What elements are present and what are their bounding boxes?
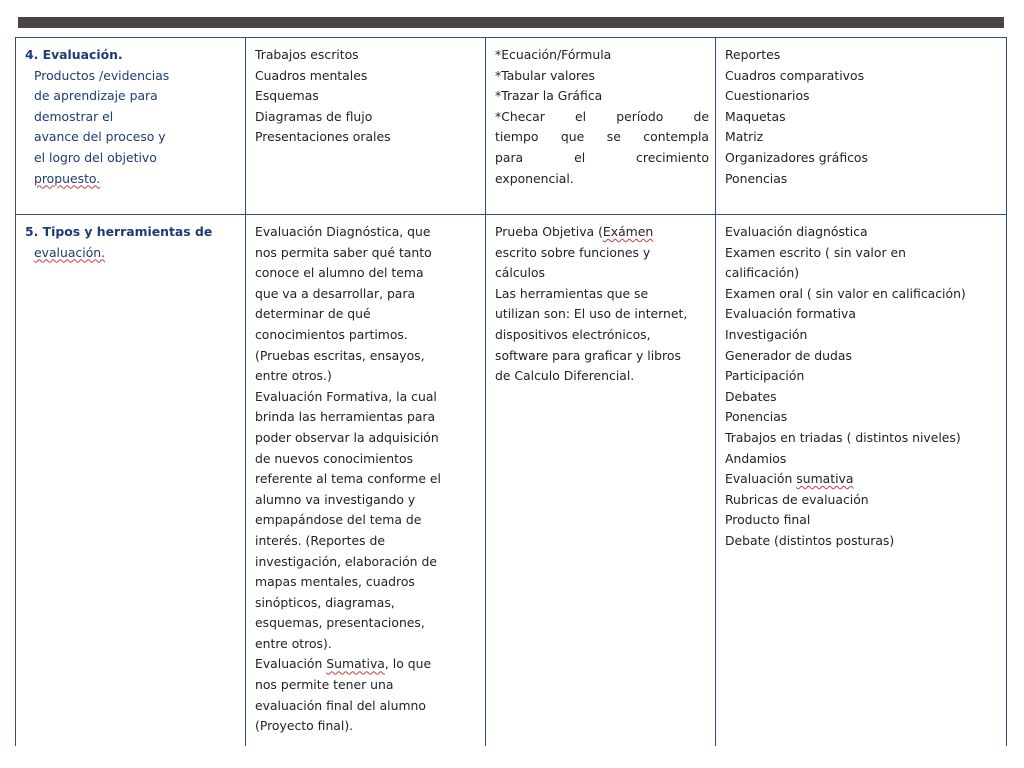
paragraph-line: exponencial. xyxy=(495,170,574,186)
list-item: Producto final xyxy=(725,512,811,528)
section-title-continuation: evaluación. xyxy=(34,244,106,260)
list-item: Evaluación formativa xyxy=(725,306,856,322)
cell-tipos-instruments xyxy=(716,215,1007,747)
text-run: Prueba Objetiva ( xyxy=(495,224,603,239)
list-item: Diagramas de flujo xyxy=(255,108,373,124)
cell-evaluacion-title xyxy=(16,38,246,215)
paragraph-line: nos permita saber qué tanto xyxy=(255,244,432,260)
paragraph-line: esquemas, presentaciones, xyxy=(255,615,425,631)
section-subtitle-line: avance del proceso y xyxy=(34,129,166,145)
cell-tipos-tools xyxy=(486,215,716,747)
paragraph-line: que va a desarrollar, para xyxy=(255,285,416,301)
list-item: Ponencias xyxy=(725,170,788,186)
cell-tipos-title xyxy=(16,215,246,747)
list-item: Debate (distintos posturas) xyxy=(725,532,895,548)
paragraph-line: Las herramientas que se xyxy=(495,285,649,301)
list-item: *Trazar la Gráfica xyxy=(495,88,603,104)
list-item: Trabajos escritos xyxy=(255,47,359,62)
paragraph-line: (Pruebas escritas, ensayos, xyxy=(255,347,425,363)
paragraph-line: (Proyecto final). xyxy=(255,718,354,734)
list-item: Generador de dudas xyxy=(725,347,852,363)
paragraph-line xyxy=(495,222,709,243)
list-item: Organizadores gráficos xyxy=(725,149,868,165)
text-run-misspelled: Exámen xyxy=(602,224,654,239)
list-item: Andamios xyxy=(725,450,787,466)
list-item: Participación xyxy=(725,368,805,384)
paragraph-line: entre otros). xyxy=(255,635,332,651)
section-subtitle-last: propuesto. xyxy=(34,170,101,186)
paragraph-line: investigación, elaboración de xyxy=(255,553,437,569)
list-item: Matriz xyxy=(725,129,764,145)
list-item: Investigación xyxy=(725,326,808,342)
table-row-evaluacion xyxy=(16,38,1007,215)
list-item: Cuadros mentales xyxy=(255,67,368,83)
paragraph-line: conoce el alumno del tema xyxy=(255,265,424,281)
paragraph-line: sinópticos, diagramas, xyxy=(255,594,395,610)
paragraph-line: determinar de qué xyxy=(255,306,371,322)
text-run: , lo que xyxy=(384,656,432,672)
paragraph-line: Evaluación Diagnóstica, que xyxy=(255,224,431,239)
list-item: Evaluación diagnóstica xyxy=(725,224,868,239)
list-item: *Ecuación/Fórmula xyxy=(495,47,612,62)
paragraph-line: software para graficar y libros xyxy=(495,347,681,363)
cell-evaluacion-products xyxy=(246,38,486,215)
section-subtitle-line: Productos /evidencias xyxy=(34,67,170,83)
paragraph-line: interés. (Reportes de xyxy=(255,532,385,548)
paragraph-line: conocimientos partimos. xyxy=(255,326,408,342)
list-item: calificación) xyxy=(725,265,800,281)
paragraph-line: poder observar la adquisición xyxy=(255,429,439,445)
list-item: Cuadros comparativos xyxy=(725,67,865,83)
paragraph-line: referente al tema conforme el xyxy=(255,471,441,487)
list-item: Maquetas xyxy=(725,108,786,124)
paragraph-line: alumno va investigando y xyxy=(255,491,416,507)
paragraph-line: Evaluación Formativa, la cual xyxy=(255,388,437,404)
cell-evaluacion-evidences xyxy=(716,38,1007,215)
paragraph-line: utilizan son: El uso de internet, xyxy=(495,306,688,322)
section-title-evaluacion: 4. Evaluación. xyxy=(25,47,123,62)
section-subtitle-line: demostrar el xyxy=(34,108,114,124)
list-item: *Tabular valores xyxy=(495,67,595,83)
paragraph-line: de nuevos conocimientos xyxy=(255,450,414,466)
list-item: Rubricas de evaluación xyxy=(725,491,869,507)
list-item: Trabajos en triadas ( distintos niveles) xyxy=(725,429,961,445)
paragraph-line: dispositivos electrónicos, xyxy=(495,326,651,342)
paragraph-line: evaluación final del alumno xyxy=(255,697,426,713)
table-row-tipos xyxy=(16,215,1007,747)
text-run: Evaluación xyxy=(255,656,327,672)
list-item: Presentaciones orales xyxy=(255,129,391,145)
paragraph-line: cálculos xyxy=(495,265,545,281)
paragraph-line: entre otros.) xyxy=(255,368,332,384)
list-item xyxy=(725,469,1000,490)
header-bar xyxy=(18,17,1004,28)
paragraph-line: de Calculo Diferencial. xyxy=(495,368,635,384)
list-item: Debates xyxy=(725,388,777,404)
list-item: Ponencias xyxy=(725,409,788,425)
list-item: Examen oral ( sin valor en calificación) xyxy=(725,285,966,301)
paragraph-line: escrito sobre funciones y xyxy=(495,244,651,260)
paragraph-line xyxy=(255,654,479,675)
paragraph-line: *Checar el período de xyxy=(495,108,709,124)
section-title-tipos: 5. Tipos y herramientas de xyxy=(25,224,213,239)
section-subtitle-line: el logro del objetivo xyxy=(34,149,157,165)
paragraph-line: empapándose del tema de xyxy=(255,512,422,528)
paragraph-line: nos permite tener una xyxy=(255,677,394,693)
cell-tipos-description xyxy=(246,215,486,747)
paragraph-line: para el crecimiento xyxy=(495,149,709,165)
text-run-misspelled: Sumativa xyxy=(326,656,385,672)
paragraph-line: mapas mentales, cuadros xyxy=(255,574,415,590)
paragraph-line: tiempo que se contempla xyxy=(495,129,709,145)
text-run: Evaluación xyxy=(725,471,797,487)
text-run-misspelled: sumativa xyxy=(796,471,854,487)
list-item: Reportes xyxy=(725,47,781,62)
list-item: Examen escrito ( sin valor en xyxy=(725,244,906,260)
list-item: Esquemas xyxy=(255,88,319,104)
cell-evaluacion-steps xyxy=(486,38,716,215)
paragraph-line: brinda las herramientas para xyxy=(255,409,436,425)
evaluation-table xyxy=(15,37,1007,746)
section-subtitle-line: de aprendizaje para xyxy=(34,88,158,104)
list-item: Cuestionarios xyxy=(725,88,810,104)
